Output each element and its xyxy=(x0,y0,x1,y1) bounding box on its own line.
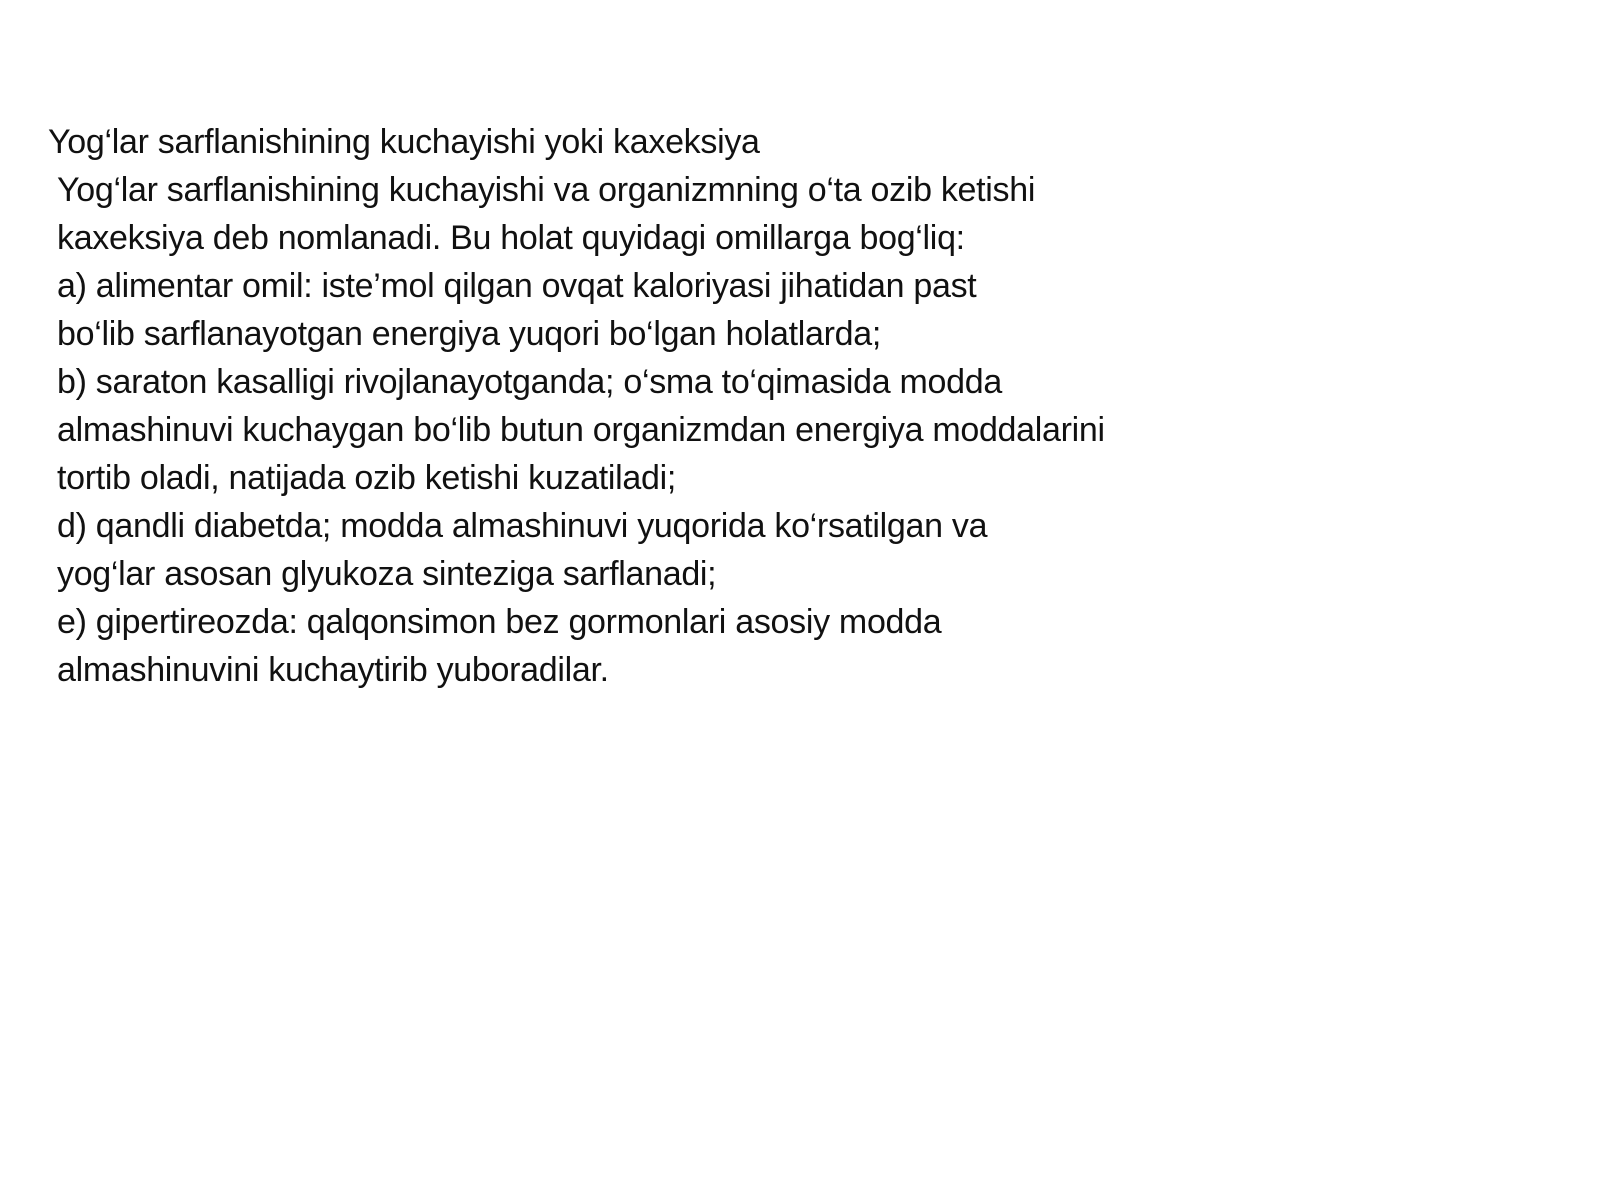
document-title: Yog‘lar sarflanishining kuchayishi yoki kaxeksiya xyxy=(48,123,760,161)
text-line: Yog‘lar sarflanishining kuchayishi va organizmning o‘ta ozib ketishi xyxy=(57,171,1036,209)
text-line: kaxeksiya deb nomlanadi. Bu holat quyidagi omillarga bog‘liq: xyxy=(57,219,965,257)
text-line: almashinuvi kuchaygan bo‘lib butun organizmdan energiya moddalarini xyxy=(57,411,1105,449)
text-line: tortib oladi, natijada ozib ketishi kuzatiladi; xyxy=(57,459,677,497)
text-line: a) alimentar omil: iste’mol qilgan ovqat kaloriyasi jihatidan past xyxy=(57,267,977,305)
text-line: yog‘lar asosan glyukoza sinteziga sarflanadi; xyxy=(57,555,717,593)
text-line: bo‘lib sarflanayotgan energiya yuqori bo‘lgan holatlarda; xyxy=(57,315,882,353)
text-line: d) qandli diabetda; modda almashinuvi yuqorida ko‘rsatilgan va xyxy=(57,507,988,545)
text-line: almashinuvini kuchaytirib yuboradilar. xyxy=(57,651,609,689)
text-line: b) saraton kasalligi rivojlanayotganda; o‘sma to‘qimasida modda xyxy=(57,363,1002,401)
text-block xyxy=(48,118,1288,694)
text-line: e) gipertireozda: qalqonsimon bez gormonlari asosiy modda xyxy=(57,603,942,641)
